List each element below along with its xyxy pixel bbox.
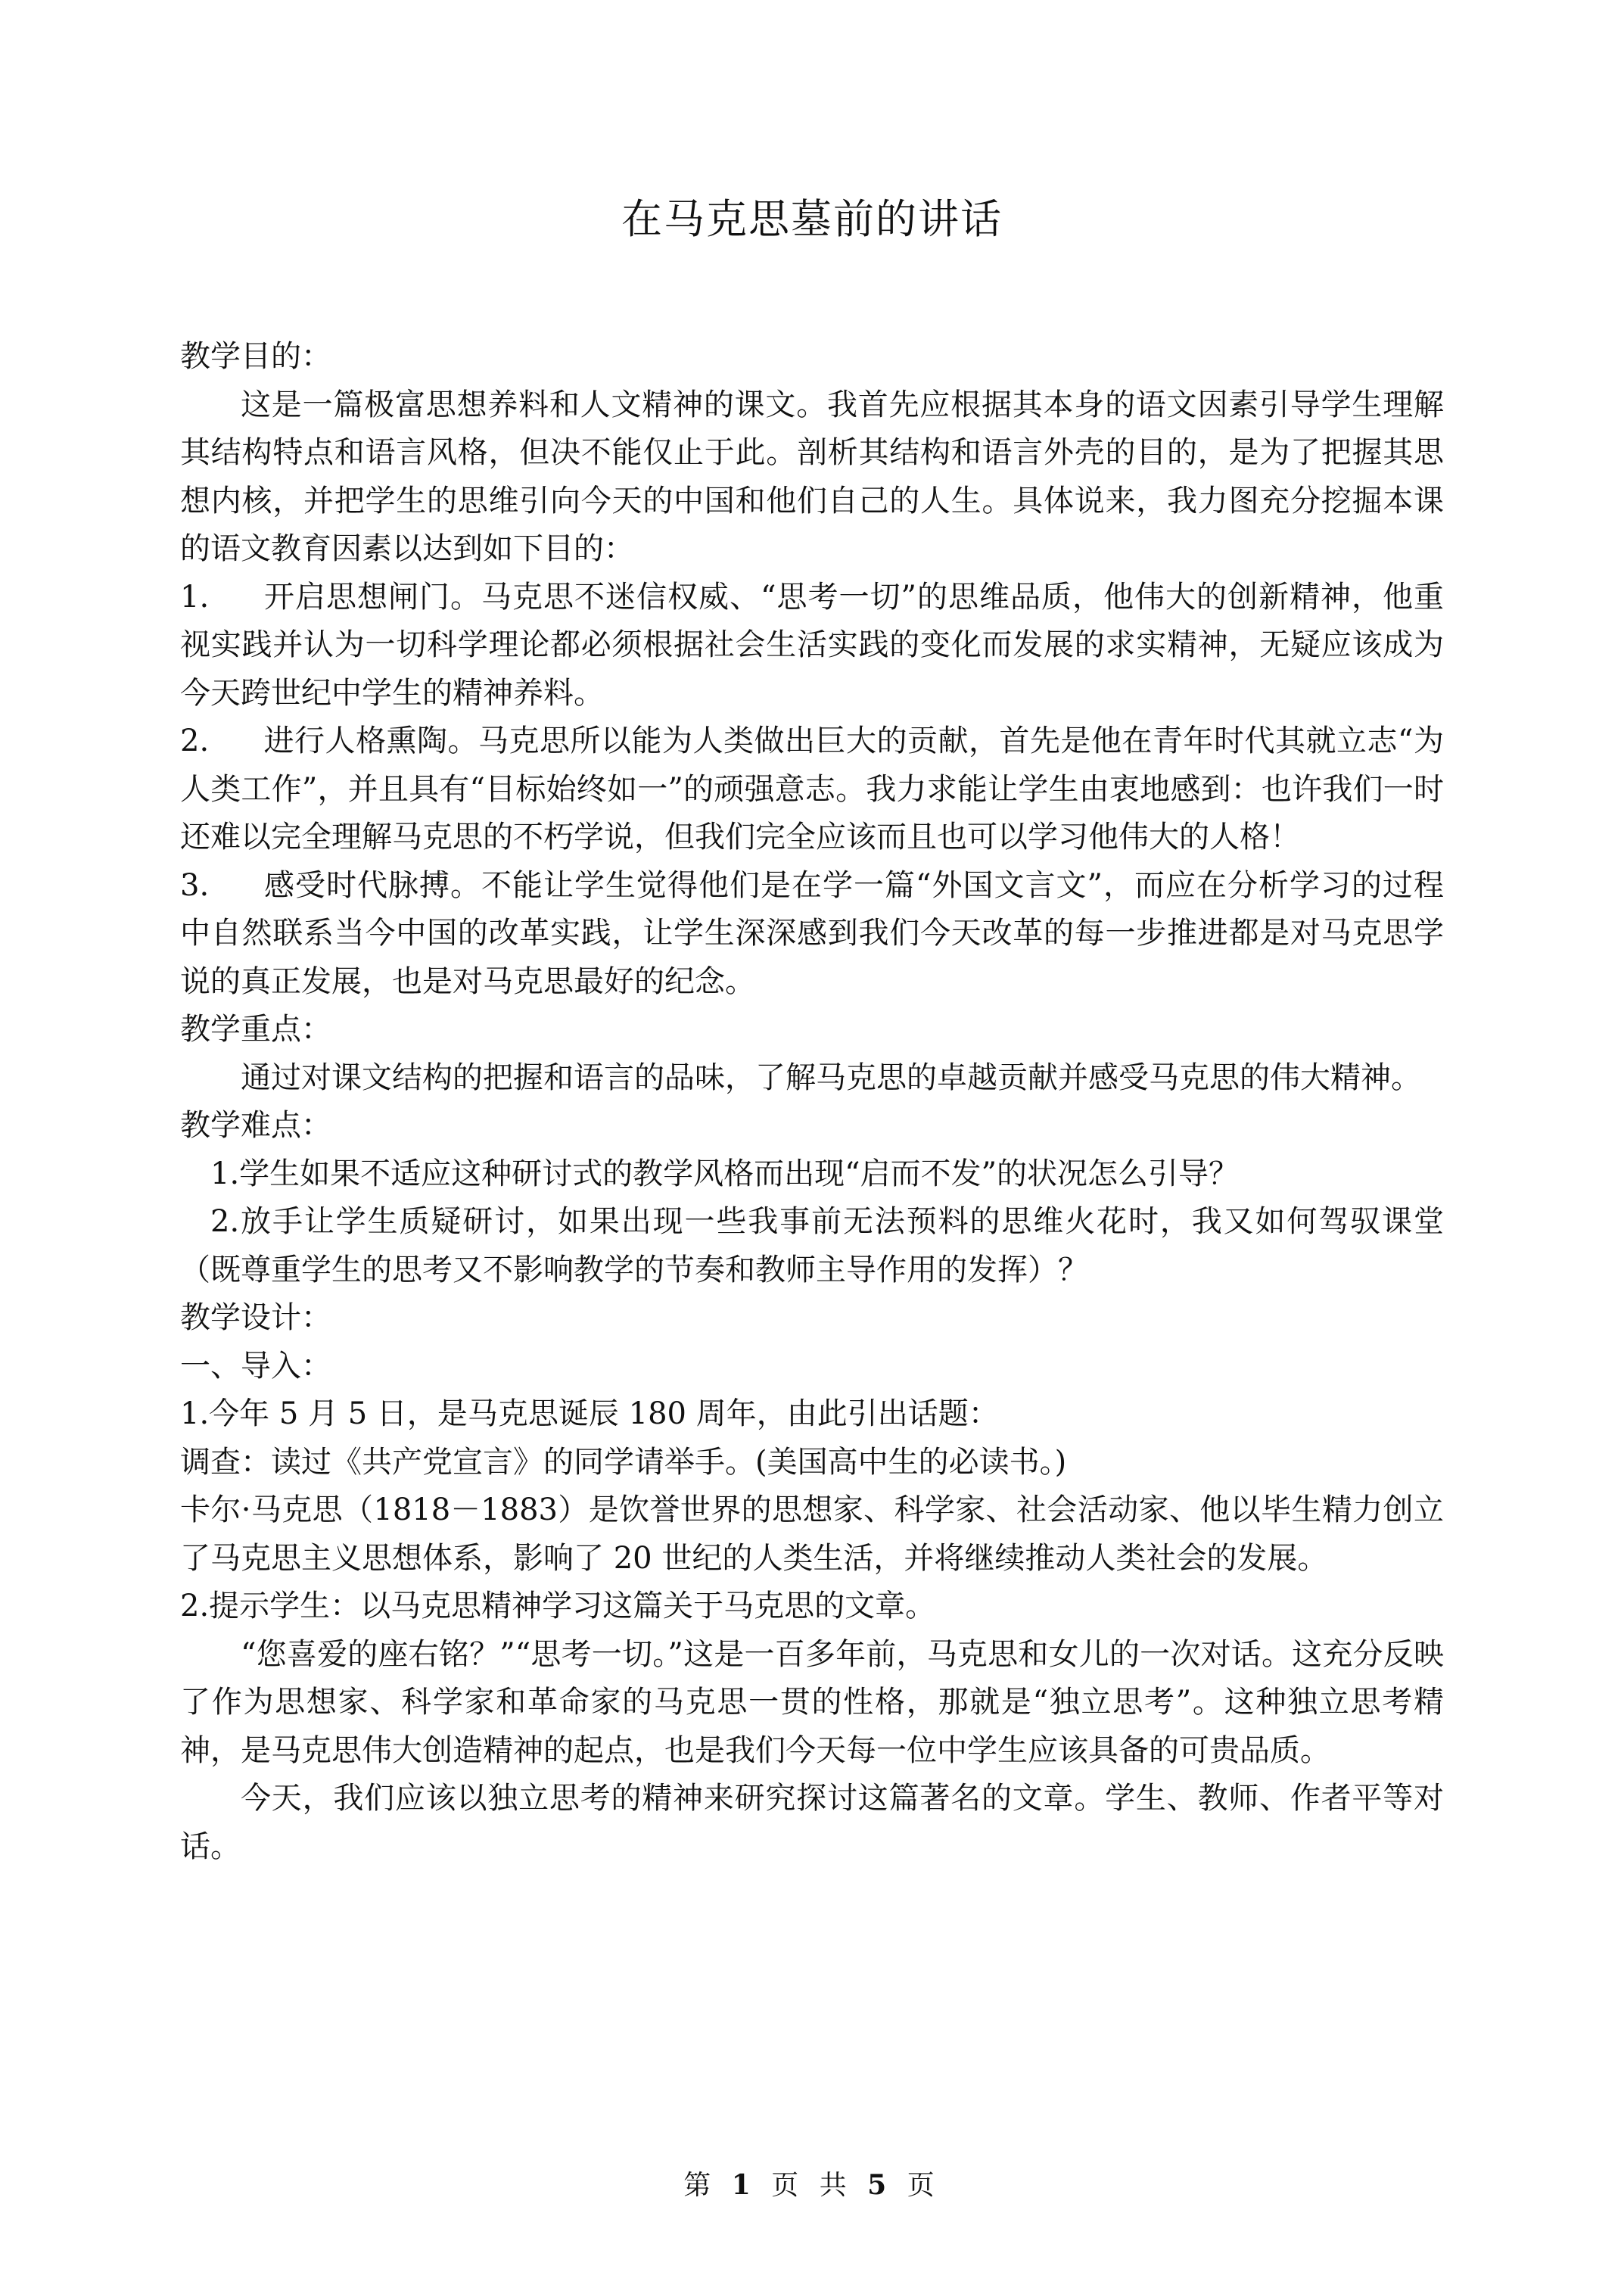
current-page-number: 1 — [731, 2169, 757, 2201]
difficulty-item: 1.学生如果不适应这种研讨式的教学风格而出现“启而不发”的状况怎么引导？ — [210, 1156, 1240, 1191]
footer-middle: 页 共 — [771, 2170, 853, 2201]
goal-item — [180, 717, 1444, 862]
difficulty-item: 2.放手让学生质疑研讨，如果出现一些我事前无法预料的思维火花时，我又如何驾驭课堂（既尊重学生的思考又不影响教学的节奏和教师主导作用的发挥）？ — [180, 1204, 1444, 1287]
goal-heading: 教学目的： — [180, 339, 331, 374]
goal-number: 2. — [180, 724, 210, 758]
goal-item — [180, 574, 1444, 718]
footer-prefix: 第 — [683, 2170, 717, 2201]
page-footer — [0, 2166, 1624, 2205]
today-paragraph: 今天，我们应该以独立思考的精神来研究探讨这篇著名的文章。学生、教师、作者平等对话。 — [180, 1781, 1444, 1864]
key-point-paragraph: 通过对课文结构的把握和语言的品味，了解马克思的卓越贡献并感受马克思的伟大精神。 — [241, 1060, 1421, 1095]
goal-number: 3. — [180, 867, 210, 903]
goal-number: 1. — [180, 579, 210, 615]
dialogue-paragraph: “您喜爱的座右铭？”“思考一切。”这是一百多年前，马克思和女儿的一次对话。这充分反映了作为思想家、科学家和革命家的马克思一贯的性格，那就是“独立思考”。这种独立思考精神，是马克思伟大创造精神的起点，也是我们今天每一位中学生应该具备的可贵品质。 — [180, 1636, 1444, 1768]
goal-text: 感受时代脉搏。不能让学生觉得他们是在学一篇“外国文言文”，而应在分析学习的过程中自然联系当今中国的改革实践，让学生深深感到我们今天改革的每一步推进都是对马克思学说的真正发展，也是对马克思最好的纪念。 — [180, 867, 1444, 999]
goal-text: 进行人格熏陶。马克思所以能为人类做出巨大的贡献，首先是他在青年时代其就立志“为人类工作”，并且具有“目标始终如一”的顽强意志。我力求能让学生由衷地感到：也许我们一时还难以完全理解马克思的不朽学说，但我们完全应该而且也可以学习他伟大的人格！ — [180, 724, 1444, 854]
total-pages-number: 5 — [867, 2169, 893, 2201]
difficulty-heading: 教学难点： — [180, 1108, 331, 1143]
key-point-heading: 教学重点： — [180, 1012, 331, 1047]
goal-text: 开启思想闸门。马克思不迷信权威、“思考一切”的思维品质，他伟大的创新精神，他重视实践并认为一切科学理论都必须根据社会生活实践的变化而发展的求实精神，无疑应该成为今天跨世纪中学生的精神养料。 — [180, 579, 1444, 711]
design-heading: 教学设计： — [180, 1300, 331, 1335]
marx-bio-paragraph: 卡尔·马克思（1818－1883）是饮誉世界的思想家、科学家、社会活动家、他以毕生精力创立了马克思主义思想体系，影响了 20 世纪的人类生活，并将继续推动人类社会的发展。 — [180, 1493, 1444, 1576]
footer-suffix: 页 — [907, 2170, 941, 2201]
intro-step-2: 2.提示学生：以马克思精神学习这篇关于马克思的文章。 — [180, 1589, 936, 1623]
goal-item — [180, 862, 1444, 1007]
intro-step-1: 1.今年 5 月 5 日，是马克思诞辰 180 周年，由此引出话题： — [180, 1396, 999, 1431]
intro-heading: 一、导入： — [180, 1348, 331, 1384]
survey-line: 调查：读过《共产党宣言》的同学请举手。(美国高中生的必读书。) — [180, 1444, 1067, 1480]
page-title: 在马克思墓前的讲话 — [621, 195, 1003, 243]
goal-intro-paragraph: 这是一篇极富思想养料和人文精神的课文。我首先应根据其本身的语文因素引导学生理解其结构特点和语言风格，但决不能仅止于此。剖析其结构和语言外壳的目的，是为了把握其思想内核，并把学生的思维引向今天的中国和他们自己的人生。具体说来，我力图充分挖掘本课的语文教育因素以达到如下目的： — [180, 387, 1444, 566]
document-body — [180, 333, 1444, 1871]
